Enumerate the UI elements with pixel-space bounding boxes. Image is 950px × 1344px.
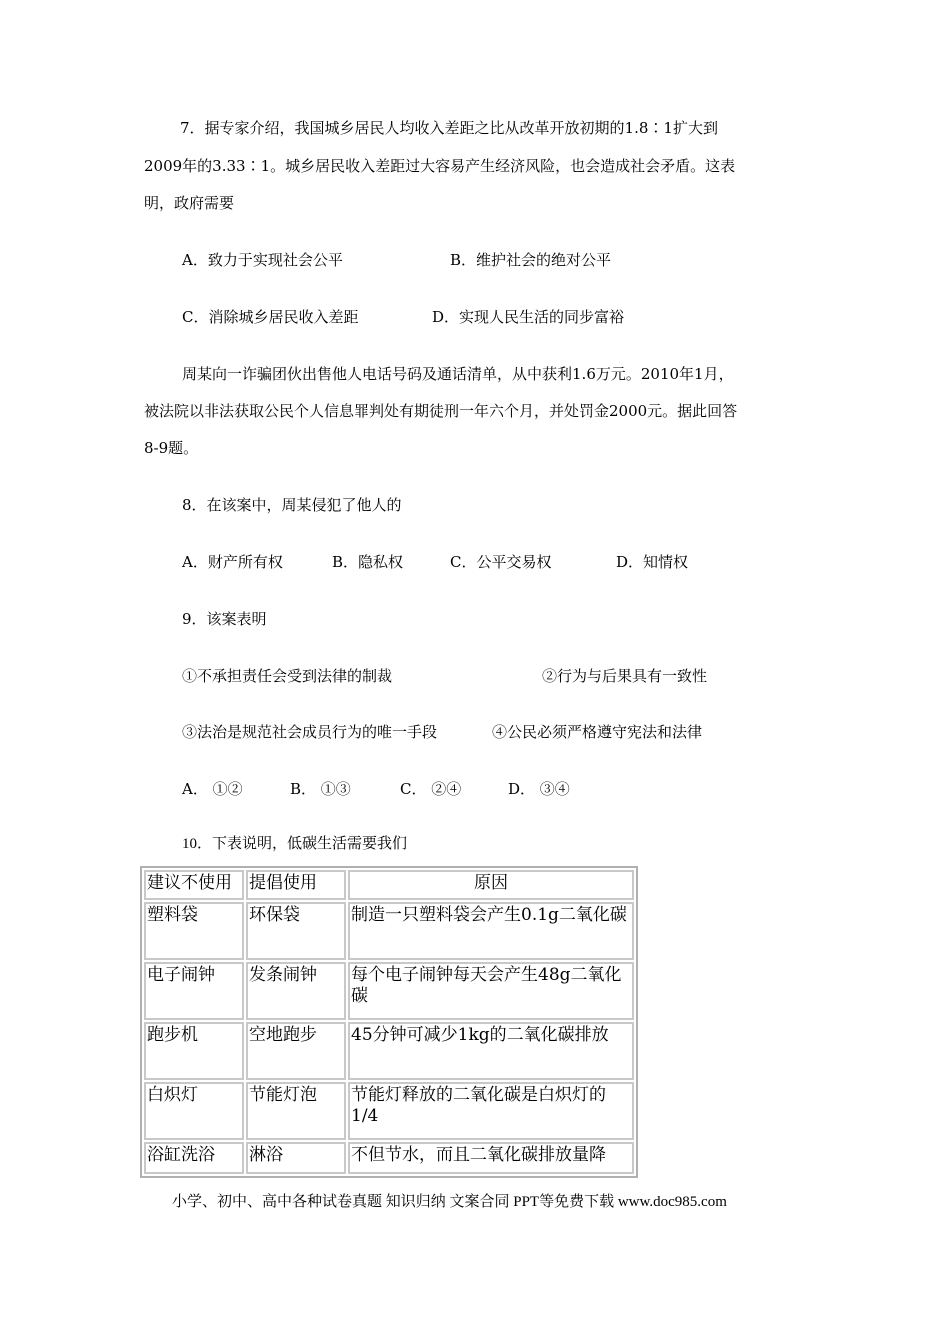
page-footer: 小学、初中、高中各种试卷真题 知识归纳 文案合同 PPT等免费下载 www.doc985.com	[172, 1194, 727, 1210]
q7-option-c: C．消除城乡居民收入差距	[182, 308, 359, 326]
q7-option-a: A．致力于实现社会公平	[182, 251, 343, 269]
q9-option-b: B． ①③	[290, 780, 351, 798]
table-cell: 45分钟可减少1kg的二氧化碳排放	[348, 1022, 634, 1080]
table-row	[144, 1022, 634, 1080]
table-cell: 浴缸洗浴	[144, 1142, 244, 1174]
table-cell: 塑料袋	[144, 902, 244, 960]
stem-8-9-line-1: 周某向一诈骗团伙出售他人电话号码及通话清单，从中获利1.6万元。2010年1月，	[182, 365, 734, 383]
table-cell: 制造一只塑料袋会产生0.1g二氧化碳	[348, 902, 634, 960]
table-cell: 空地跑步	[246, 1022, 346, 1080]
q9-question: 9．该案表明	[182, 610, 267, 628]
q7-option-b: B．维护社会的绝对公平	[450, 251, 612, 269]
table-cell: 节能灯释放的二氧化碳是白炽灯的1/4	[348, 1082, 634, 1140]
q7-line-2: 2009年的3.33∶1。城乡居民收入差距过大容易产生经济风险，也会造成社会矛盾。这表	[144, 157, 736, 175]
q9-statement-4: ④公民必须严格遵守宪法和法律	[492, 723, 703, 741]
table-cell: 节能灯泡	[246, 1082, 346, 1140]
q7-line-3: 明，政府需要	[144, 194, 235, 212]
q9-option-c: C． ②④	[400, 780, 462, 798]
q9-option-a: A． ①②	[182, 780, 243, 798]
table-header-row	[144, 870, 634, 900]
table-header-cell: 原因	[348, 870, 634, 900]
q8-option-d: D．知情权	[616, 553, 689, 571]
q8-question: 8．在该案中，周某侵犯了他人的	[182, 496, 402, 514]
table-cell: 跑步机	[144, 1022, 244, 1080]
q8-option-c: C．公平交易权	[450, 553, 552, 571]
table-cell: 每个电子闹钟每天会产生48g二氧化碳	[348, 962, 634, 1020]
table-row	[144, 962, 634, 1020]
table-row	[144, 902, 634, 960]
q9-statement-2: ②行为与后果具有一致性	[542, 667, 708, 685]
table-cell: 环保袋	[246, 902, 346, 960]
low-carbon-table	[140, 866, 638, 1178]
q7-line-1: 7．据专家介绍，我国城乡居民人均收入差距之比从改革开放初期的1.8∶1扩大到	[180, 119, 718, 137]
q9-statement-3: ③法治是规范社会成员行为的唯一手段	[182, 723, 438, 741]
q8-option-b: B．隐私权	[332, 553, 404, 571]
table-cell: 发条闹钟	[246, 962, 346, 1020]
stem-8-9-line-3: 8-9题。	[144, 439, 199, 457]
table-row	[144, 1142, 634, 1174]
table-cell: 电子闹钟	[144, 962, 244, 1020]
q9-option-d: D． ③④	[508, 780, 570, 798]
q10-question: 10．下表说明，低碳生活需要我们	[182, 836, 408, 852]
stem-8-9-line-2: 被法院以非法获取公民个人信息罪判处有期徒刑一年六个月，并处罚金2000元。据此回答	[144, 402, 738, 420]
table-cell: 淋浴	[246, 1142, 346, 1174]
table-cell: 不但节水，而且二氧化碳排放量降	[348, 1142, 634, 1174]
q8-option-a: A．财产所有权	[182, 553, 283, 571]
q9-statement-1: ①不承担责任会受到法律的制裁	[182, 667, 393, 685]
table-header-cell: 提倡使用	[246, 870, 346, 900]
table-header-cell: 建议不使用	[144, 870, 244, 900]
table-row	[144, 1082, 634, 1140]
q7-option-d: D．实现人民生活的同步富裕	[432, 308, 625, 326]
table-cell: 白炽灯	[144, 1082, 244, 1140]
